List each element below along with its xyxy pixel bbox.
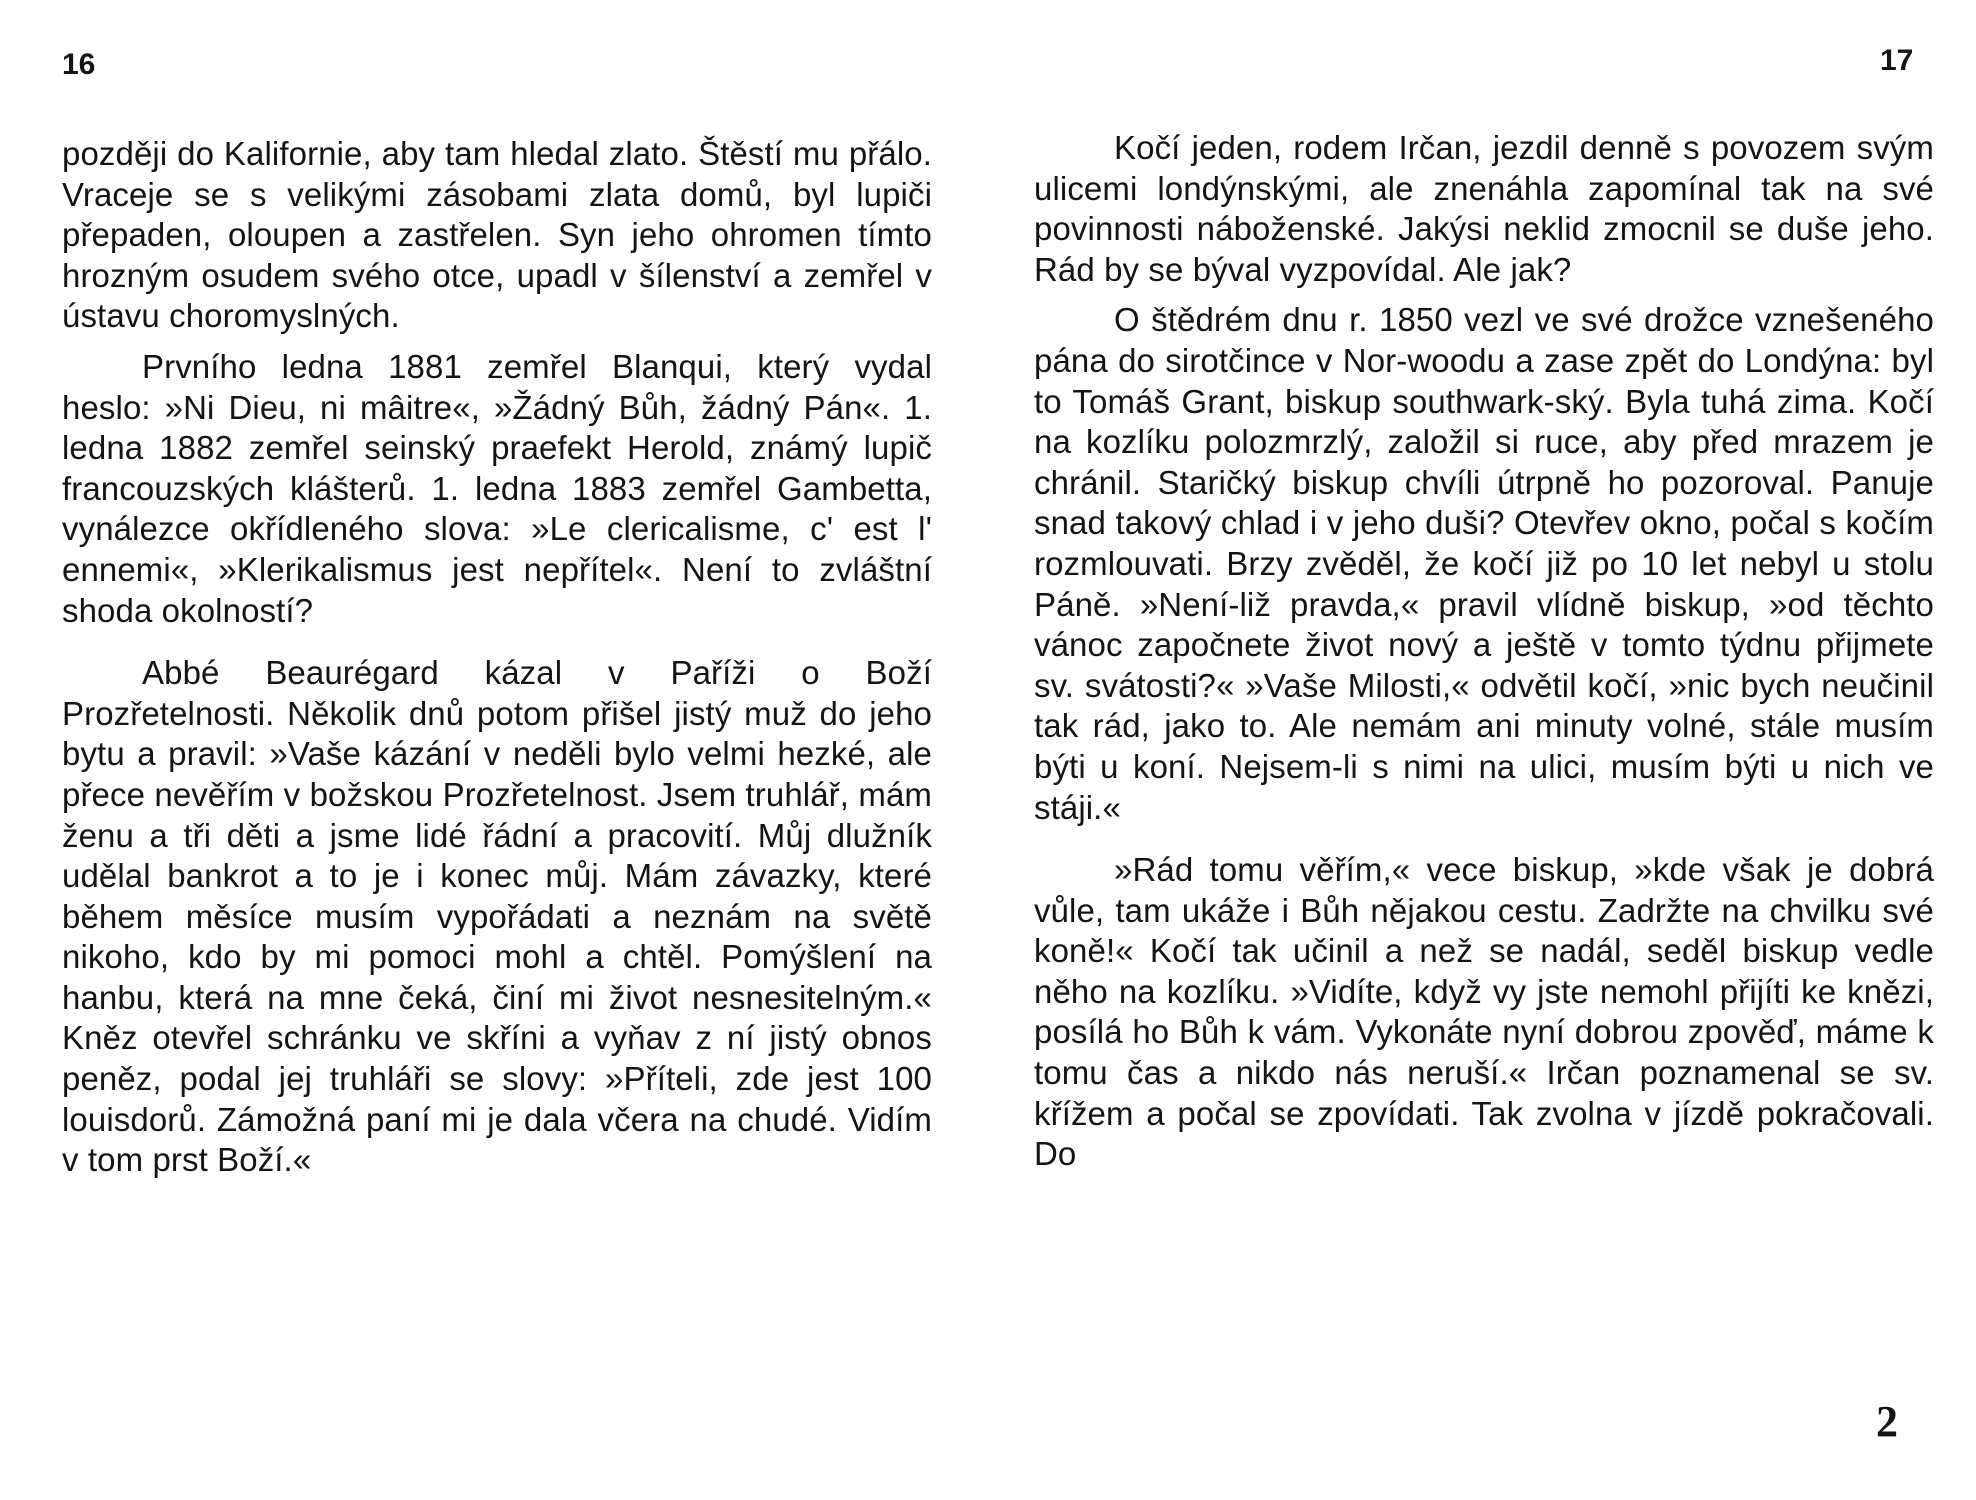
left-paragraph-1: později do Kalifornie, aby tam hledal zlato. Štěstí mu přálo. Vraceje se s velikými zásobami zlata domů, byl lupiči přepaden, oloupen a zastřelen. Syn jeho ohromen tímto hrozným osudem svého otce, upadl v šílenství a zemřel v ústavu choromyslných. [62, 135, 932, 335]
left-paragraph-3: Abbé Beaurégard kázal v Paříži o Boží Prozřetelnosti. Několik dnů potom přišel jistý muž do jeho bytu a pravil: »Vaše kázání v neděli bylo velmi hezké, ale přece nevěřím v božskou Prozřetelnost. Jsem truhlář, mám ženu a tři děti a jsme lidé řádní a pracovití. Můj dlužník udělal bankrot a to je i konec můj. Mám závazky, které během měsíce musím vypořádati a neznám na světě nikoho, kdo by mi pomoci mohl a chtěl. Pomýšlení na hanbu, která na mne čeká, činí mi život nesnesitelným.« Kněz otevřel schránku ve skříni a vyňav z ní jistý obnos peněz, podal jej truhláři se slovy: »Příteli, zde jest 100 louisdorů. Zámožná paní mi je dala včera na chudé. Vidím v tom prst Boží.« [62, 654, 932, 1179]
left-page-number: 16 [62, 48, 96, 81]
right-page-number: 17 [1880, 44, 1914, 77]
right-paragraph-1: Kočí jeden, rodem Irčan, jezdil denně s povozem svým ulicemi londýnskými, ale znenáhla zapomínal tak na své povinnosti náboženské. Jakýsi neklid zmocnil se duše jeho. Rád by se býval vyzpovídal. Ale jak? [1034, 129, 1934, 288]
right-page-text [1034, 128, 1934, 1175]
left-paragraph-2: Prvního ledna 1881 zemřel Blanqui, který vydal heslo: »Ni Dieu, ni mâitre«, »Žádný Bůh, žádný Pán«. 1. ledna 1882 zemřel seinský praefekt Herold, známý lupič francouzských klášterů. 1. ledna 1883 zemřel Gambetta, vynálezce okřídleného slova: »Le clericalisme, c' est l' ennemi«, »Klerikalismus jest nepřítel«. Není to zvláštní shoda okolností? [62, 347, 932, 629]
left-page-text [62, 134, 932, 1181]
right-paragraph-3: »Rád tomu věřím,« vece biskup, »kde však je dobrá vůle, tam ukáže i Bůh nějakou cestu. Zadržte na chvilku své koně!« Kočí tak učinil a než se nadál, seděl biskup vedle něho na kozlíku. »Vidíte, když vy jste nemohl přijíti ke knězi, posílá ho Bůh k vám. Vykonáte nyní dobrou zpověď, máme k tomu čas a nikdo nás neruší.« Irčan poznamenal se sv. křížem a počal se zpovídati. Tak zvolna v jízdě pokračovali. Do [1034, 851, 1934, 1173]
signature-mark: 2 [1876, 1397, 1898, 1446]
right-paragraph-2: O štědrém dnu r. 1850 vezl ve své drožce vznešeného pána do sirotčince v Nor-woodu a zase zpět do Londýna: byl to Tomáš Grant, biskup southwark-ský. Byla tuhá zima. Kočí na kozlíku polozmrzlý, založil si ruce, aby před mrazem je chránil. Staričký biskup chvíli útrpně ho pozoroval. Panuje snad takový chlad i v jeho duši? Otevřev okno, počal s kočím rozmlouvati. Brzy zvěděl, že kočí již po 10 let nebyl u stolu Páně. »Není-liž pravda,« pravil vlídně biskup, »od těchto vánoc započnete život nový a ještě v tomto týdnu přijmete sv. svátosti?« »Vaše Milosti,« odvětil kočí, »nic bych neučinil tak rád, jako to. Ale nemám ani minuty volné, stále musím býti u koní. Nejsem-li s nimi na ulici, musím býti u nich ve stáji.« [1034, 301, 1934, 826]
